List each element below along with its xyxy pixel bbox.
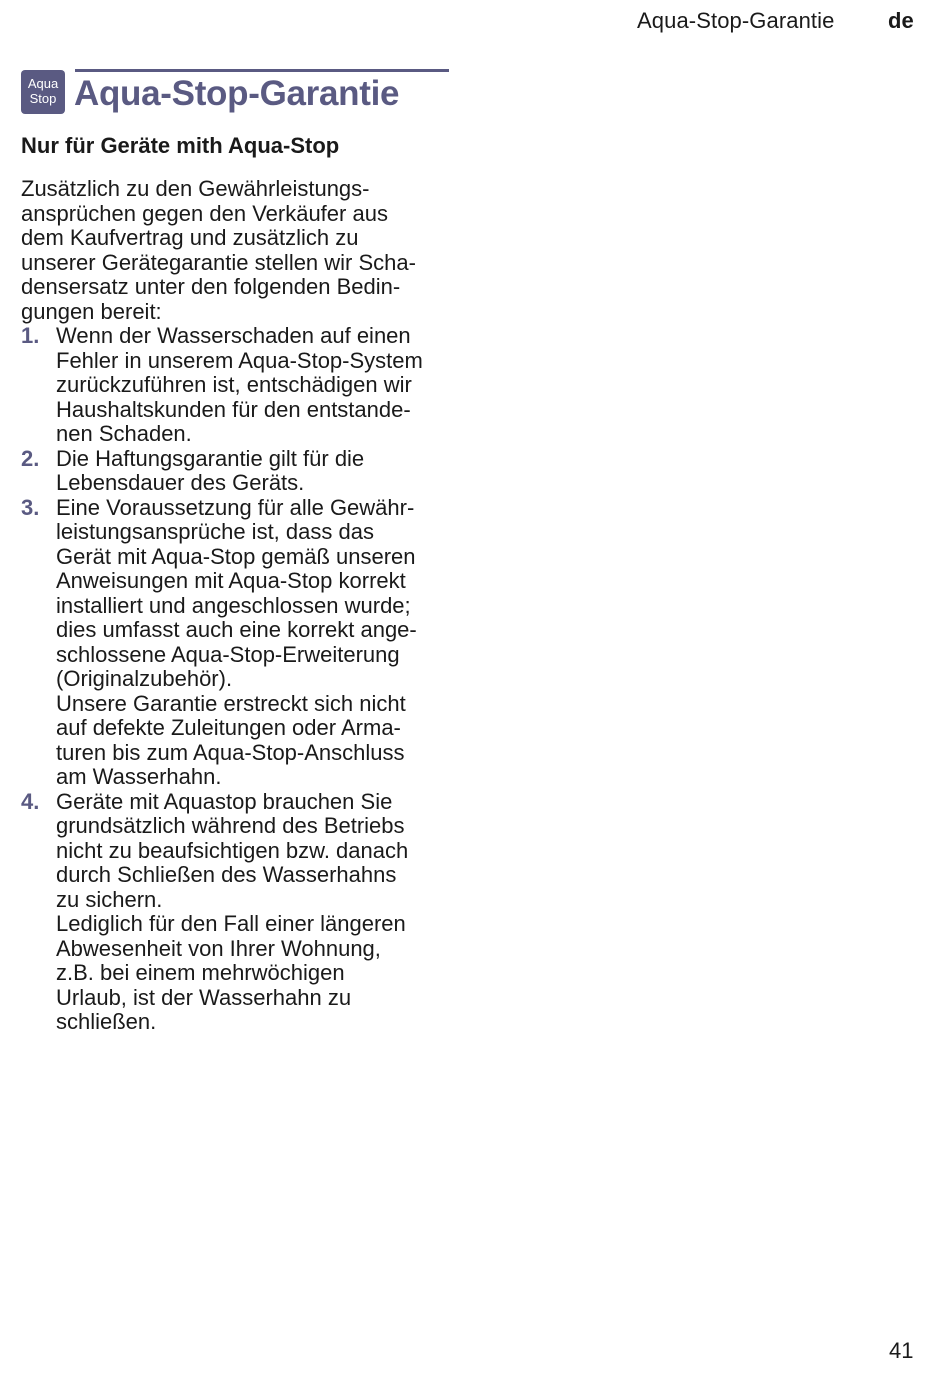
step-line: Eine Voraussetzung für alle Gewähr-	[56, 494, 415, 520]
step-line: Die Haftungsgarantie gilt für die	[56, 445, 365, 471]
aqua-stop-badge-icon	[21, 70, 65, 114]
section-rule	[75, 69, 449, 72]
intro-paragraph	[21, 177, 453, 324]
badge-line-1: Aqua	[27, 76, 59, 91]
step-line: z.B. bei einem mehrwöchigen	[56, 960, 345, 985]
step-line: Wenn der Wasserschaden auf einen	[56, 323, 411, 348]
step-line: Lebensdauer des Geräts.	[56, 470, 305, 495]
step-number: 4.	[21, 788, 40, 814]
step-line: Unsere Garantie erstreckt sich nicht	[56, 690, 406, 716]
step-line: Fehler in unserem Aqua-Stop-System	[56, 347, 423, 373]
intro-line: gungen bereit:	[21, 298, 162, 324]
step-line: dies umfasst auch eine korrekt ange-	[56, 617, 417, 642]
badge-line-2: Stop	[29, 91, 57, 106]
step-line: zurückzuführen ist, entschädigen wir	[56, 372, 412, 397]
section-subheading: Nur für Geräte mith Aqua-Stop	[21, 133, 340, 158]
list-item	[21, 324, 453, 447]
body-content	[21, 177, 453, 1035]
step-number: 3.	[21, 494, 40, 520]
running-header	[0, 8, 950, 38]
section-title: Aqua-Stop-Garantie	[74, 74, 400, 113]
step-line: zu sichern.	[56, 886, 163, 912]
step-line: Haushaltskunden für den entstande-	[56, 396, 411, 422]
step-line: durch Schließen des Wasserhahns	[56, 862, 397, 887]
step-line: grundsätzlich während des Betriebs	[56, 813, 405, 838]
intro-line: densersatz unter den folgenden Bedin-	[21, 274, 401, 299]
intro-line: ansprüchen gegen den Verkäufer aus	[21, 200, 388, 226]
intro-line: dem Kaufvertrag und zusätzlich zu	[21, 225, 359, 250]
step-line: nicht zu beaufsichtigen bzw. danach	[56, 837, 409, 863]
step-line: Urlaub, ist der Wasserhahn zu	[56, 984, 352, 1010]
language-code: de	[888, 8, 914, 33]
running-header-title: Aqua-Stop-Garantie	[637, 8, 835, 33]
step-line: turen bis zum Aqua-Stop-Anschluss	[56, 739, 405, 765]
step-line: leistungsansprüche ist, dass das	[56, 519, 374, 544]
list-item	[21, 790, 453, 1035]
step-line: auf defekte Zuleitungen oder Arma-	[56, 715, 401, 740]
step-number: 2.	[21, 445, 40, 471]
step-line: schlossene Aqua-Stop-Erweiterung	[56, 641, 400, 667]
step-line: nen Schaden.	[56, 421, 192, 446]
intro-line: unserer Gerätegarantie stellen wir Scha-	[21, 249, 416, 275]
step-line: Lediglich für den Fall einer längeren	[56, 911, 406, 936]
step-line: Anweisungen mit Aqua-Stop korrekt	[56, 568, 406, 593]
step-line: Geräte mit Aquastop brauchen Sie	[56, 788, 393, 814]
intro-line: Zusätzlich zu den Gewährleistungs-	[21, 176, 370, 201]
list-item	[21, 447, 453, 496]
step-line: am Wasserhahn.	[56, 764, 222, 789]
conditions-list	[21, 324, 453, 1035]
step-line: (Originalzubehör).	[56, 666, 233, 691]
step-line: installiert und angeschlossen wurde;	[56, 592, 411, 618]
step-line: schließen.	[56, 1009, 157, 1034]
step-number: 1.	[21, 323, 40, 348]
page-number: 41	[889, 1338, 914, 1363]
list-item	[21, 496, 453, 790]
step-line: Abwesenheit von Ihrer Wohnung,	[56, 935, 381, 961]
step-line: Gerät mit Aqua-Stop gemäß unseren	[56, 543, 416, 569]
